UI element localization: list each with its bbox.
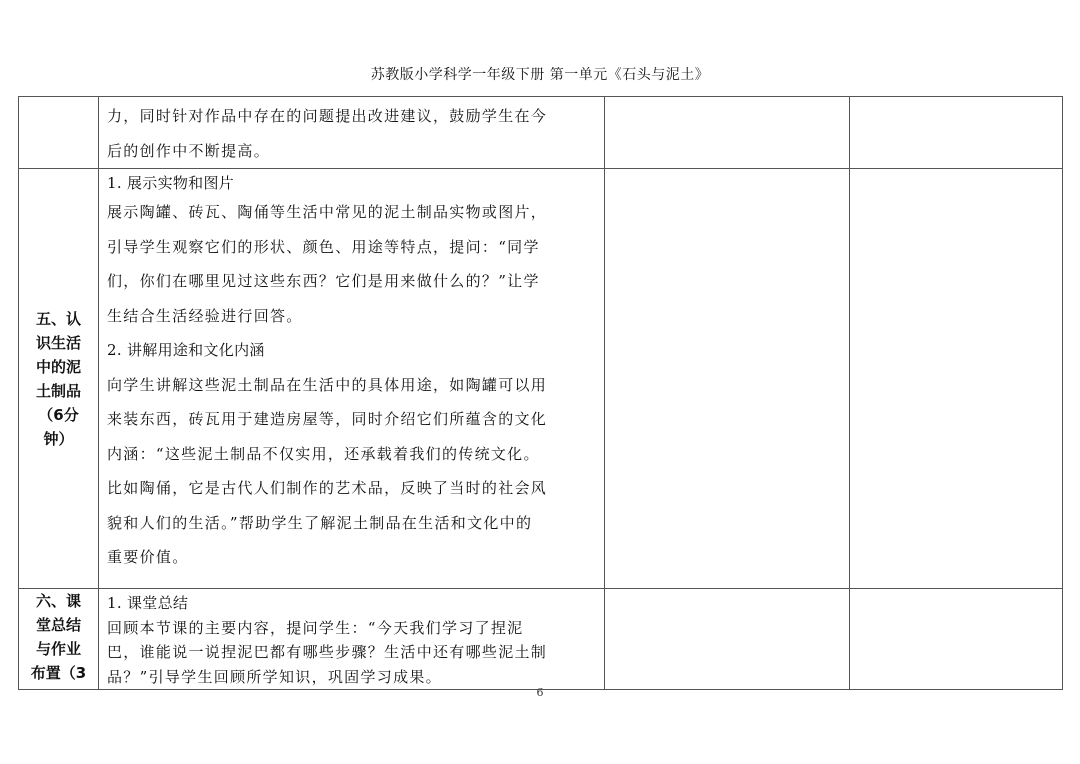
page-number: 6 xyxy=(536,686,544,699)
empty-cell xyxy=(605,589,850,690)
text-line: 向学生讲解这些泥土制品在生活中的具体用途，如陶罐可以用 xyxy=(107,375,548,394)
step-label-line: 中的泥 xyxy=(35,357,81,376)
text-line: 展示陶罐、砖瓦、陶俑等生活中常见的泥土制品实物或图片， xyxy=(107,203,548,221)
empty-cell xyxy=(605,97,850,169)
text-line: 后的创作中不断提高。 xyxy=(107,141,271,160)
text-line: 来装东西，砖瓦用于建造房屋等，同时介绍它们所蕴含的文化 xyxy=(107,410,548,428)
step-label-line: 识生活 xyxy=(35,333,81,352)
content-cell xyxy=(99,589,605,690)
text-line: 貌和人们的生活。”帮助学生了解泥土制品在生活和文化中的 xyxy=(107,513,533,532)
empty-cell xyxy=(850,97,1063,169)
lesson-plan-table xyxy=(18,96,1063,690)
empty-cell xyxy=(605,169,850,589)
table-row xyxy=(19,97,1063,169)
step-cell xyxy=(19,97,99,169)
step-label-line: 布置（3 xyxy=(30,664,87,682)
text-line: 内涵：“这些泥土制品不仅实用，还承载着我们的传统文化。 xyxy=(107,444,540,463)
text-line: 重要价值。 xyxy=(107,548,189,566)
text-line: 比如陶俑，它是古代人们制作的艺术品，反映了当时的社会风 xyxy=(107,479,548,497)
table-row xyxy=(19,589,1063,690)
step-label-line: 与作业 xyxy=(35,640,81,658)
text-line: 生结合生活经验进行回答。 xyxy=(107,306,303,325)
step-label-line: 土制品 xyxy=(35,381,81,400)
section-heading: 1. 展示实物和图片 xyxy=(107,174,235,192)
text-line: 引导学生观察它们的形状、颜色、用途等特点，提问：“同学 xyxy=(107,237,540,256)
text-line: 们，你们在哪里见过这些东西？它们是用来做什么的？”让学 xyxy=(107,272,540,290)
content-cell xyxy=(99,169,605,589)
step-label-line: 六、课 xyxy=(35,592,81,610)
text-line: 巴，谁能说一说捏泥巴都有哪些步骤？生活中还有哪些泥土制 xyxy=(107,643,548,661)
section-heading: 2. 讲解用途和文化内涵 xyxy=(107,341,265,359)
content-cell xyxy=(99,97,605,169)
empty-cell xyxy=(850,169,1063,589)
step-label-line: （6分 xyxy=(38,405,79,424)
table-row xyxy=(19,169,1063,589)
step-cell xyxy=(19,169,99,589)
text-line: 品？”引导学生回顾所学知识，巩固学习成果。 xyxy=(107,667,442,686)
empty-cell xyxy=(850,589,1063,690)
step-cell xyxy=(19,589,99,690)
text-line: 回顾本节课的主要内容，提问学生：“今天我们学习了捏泥 xyxy=(107,618,524,637)
document-header-title: 苏教版小学科学一年级下册 第一单元《石头与泥土》 xyxy=(370,67,710,83)
step-label-line: 钟） xyxy=(43,429,74,448)
step-label-line: 五、认 xyxy=(35,309,81,328)
text-line: 力，同时针对作品中存在的问题提出改进建议，鼓励学生在今 xyxy=(107,107,548,125)
step-label-line: 堂总结 xyxy=(35,616,81,634)
section-heading: 1. 课堂总结 xyxy=(107,594,189,612)
